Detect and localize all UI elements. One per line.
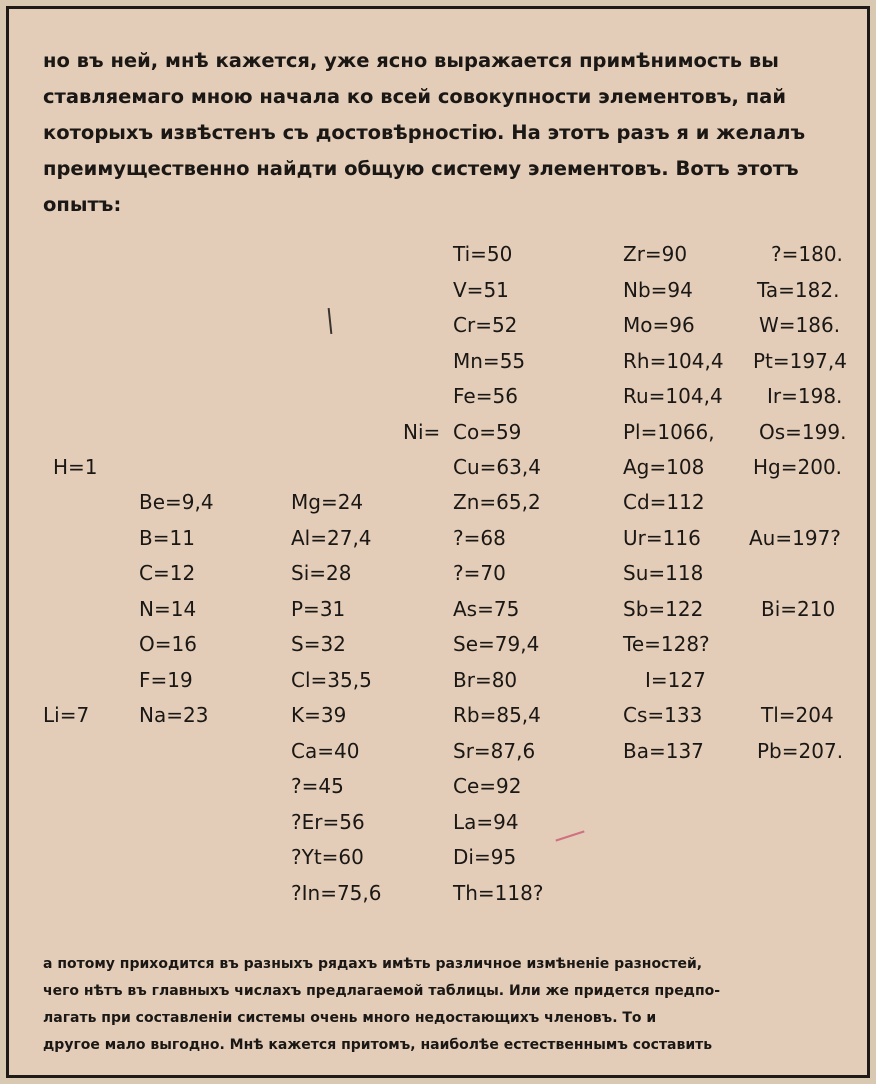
element-cell: Bi=210 [761, 597, 836, 621]
closing-line: чего нѣтъ въ главныхъ числахъ предлагаемой таблицы. Или же придется предпо- [43, 983, 721, 999]
closing-line: другое мало выгодно. Мнѣ кажется притомъ, наиболѣе естественнымъ составить [43, 1037, 713, 1053]
element-cell: I=127 [645, 668, 706, 692]
element-cell: ?In=75,6 [291, 881, 382, 905]
element-cell: Su=118 [623, 561, 704, 585]
element-cell: N=14 [139, 597, 197, 621]
element-cell: F=19 [139, 668, 193, 692]
ink-mark [328, 308, 333, 334]
element-cell: Na=23 [139, 703, 209, 727]
element-cell: S=32 [291, 632, 346, 656]
element-cell: Pb=207. [757, 739, 844, 763]
page-frame [6, 6, 870, 1078]
element-cell: ?=70 [453, 561, 506, 585]
element-cell: Cu=63,4 [453, 455, 541, 479]
intro-line: преимущественно найдти общую систему элементовъ. Вотъ этотъ [43, 157, 799, 180]
closing-paragraph [43, 951, 720, 1059]
element-cell: Fe=56 [453, 384, 518, 408]
element-cell: Ru=104,4 [623, 384, 723, 408]
element-cell: Be=9,4 [139, 490, 214, 514]
element-cell: Cr=52 [453, 313, 518, 337]
element-cell-h: H=1 [53, 455, 98, 479]
intro-line: которыхъ извѣстенъ съ достовѣрностію. На этотъ разъ я и желалъ [43, 121, 806, 144]
element-cell: K=39 [291, 703, 347, 727]
closing-line: а потому приходится въ разныхъ рядахъ имѣть различное измѣненіе разностей, [43, 956, 703, 972]
element-cell: Ba=137 [623, 739, 704, 763]
element-cell: Pt=197,4 [753, 349, 847, 373]
element-cell: Ce=92 [453, 774, 522, 798]
element-cell: Au=197? [749, 526, 841, 550]
element-cell: V=51 [453, 278, 509, 302]
element-cell: Br=80 [453, 668, 518, 692]
element-cell: B=11 [139, 526, 195, 550]
element-cell: Di=95 [453, 845, 517, 869]
document-page [23, 23, 869, 1079]
element-cell: Sr=87,6 [453, 739, 536, 763]
element-cell: ?Er=56 [291, 810, 365, 834]
element-cell: Te=128? [623, 632, 710, 656]
element-cell: Cs=133 [623, 703, 703, 727]
element-cell: Se=79,4 [453, 632, 540, 656]
element-cell: ?=68 [453, 526, 506, 550]
element-cell: ?Yt=60 [291, 845, 364, 869]
element-cell: Hg=200. [753, 455, 843, 479]
element-cell: Zr=90 [623, 242, 688, 266]
element-cell: W=186. [759, 313, 841, 337]
element-cell: Zn=65,2 [453, 490, 541, 514]
intro-line: но въ ней, мнѣ кажется, уже ясно выражается примѣнимость вы [43, 49, 779, 72]
element-cell: P=31 [291, 597, 346, 621]
element-cell: Rh=104,4 [623, 349, 724, 373]
element-cell: Al=27,4 [291, 526, 372, 550]
intro-paragraph [43, 43, 805, 223]
element-cell: Ti=50 [453, 242, 513, 266]
closing-line: лагать при составленіи системы очень много недостающихъ членовъ. То и [43, 1010, 657, 1026]
element-cell: Si=28 [291, 561, 352, 585]
element-cell: Co=59 [453, 420, 522, 444]
element-cell: Th=118? [453, 881, 544, 905]
element-cell: Ur=116 [623, 526, 701, 550]
element-cell: Sb=122 [623, 597, 704, 621]
pen-stroke [555, 830, 584, 841]
element-cell: Mn=55 [453, 349, 526, 373]
intro-line: ставляемаго мною начала ко всей совокупности элементовъ, пай [43, 85, 786, 108]
element-cell-li: Li=7 [43, 703, 90, 727]
element-cell: As=75 [453, 597, 520, 621]
element-cell: Rb=85,4 [453, 703, 541, 727]
element-cell: Ir=198. [767, 384, 843, 408]
element-cell: Os=199. [759, 420, 847, 444]
element-cell: O=16 [139, 632, 197, 656]
element-cell: Nb=94 [623, 278, 693, 302]
element-cell: Pl=1066, [623, 420, 715, 444]
element-cell: ?=180. [771, 242, 843, 266]
intro-line: опытъ: [43, 193, 122, 216]
element-cell: Mo=96 [623, 313, 695, 337]
element-cell: C=12 [139, 561, 196, 585]
element-cell: Cd=112 [623, 490, 705, 514]
element-cell: Ag=108 [623, 455, 705, 479]
element-cell: La=94 [453, 810, 519, 834]
element-cell: ?=45 [291, 774, 344, 798]
element-cell: Tl=204 [761, 703, 834, 727]
element-cell: Ta=182. [757, 278, 840, 302]
element-cell-ni: Ni= [403, 420, 441, 444]
element-cell: Mg=24 [291, 490, 364, 514]
element-cell: Cl=35,5 [291, 668, 372, 692]
element-cell: Ca=40 [291, 739, 360, 763]
